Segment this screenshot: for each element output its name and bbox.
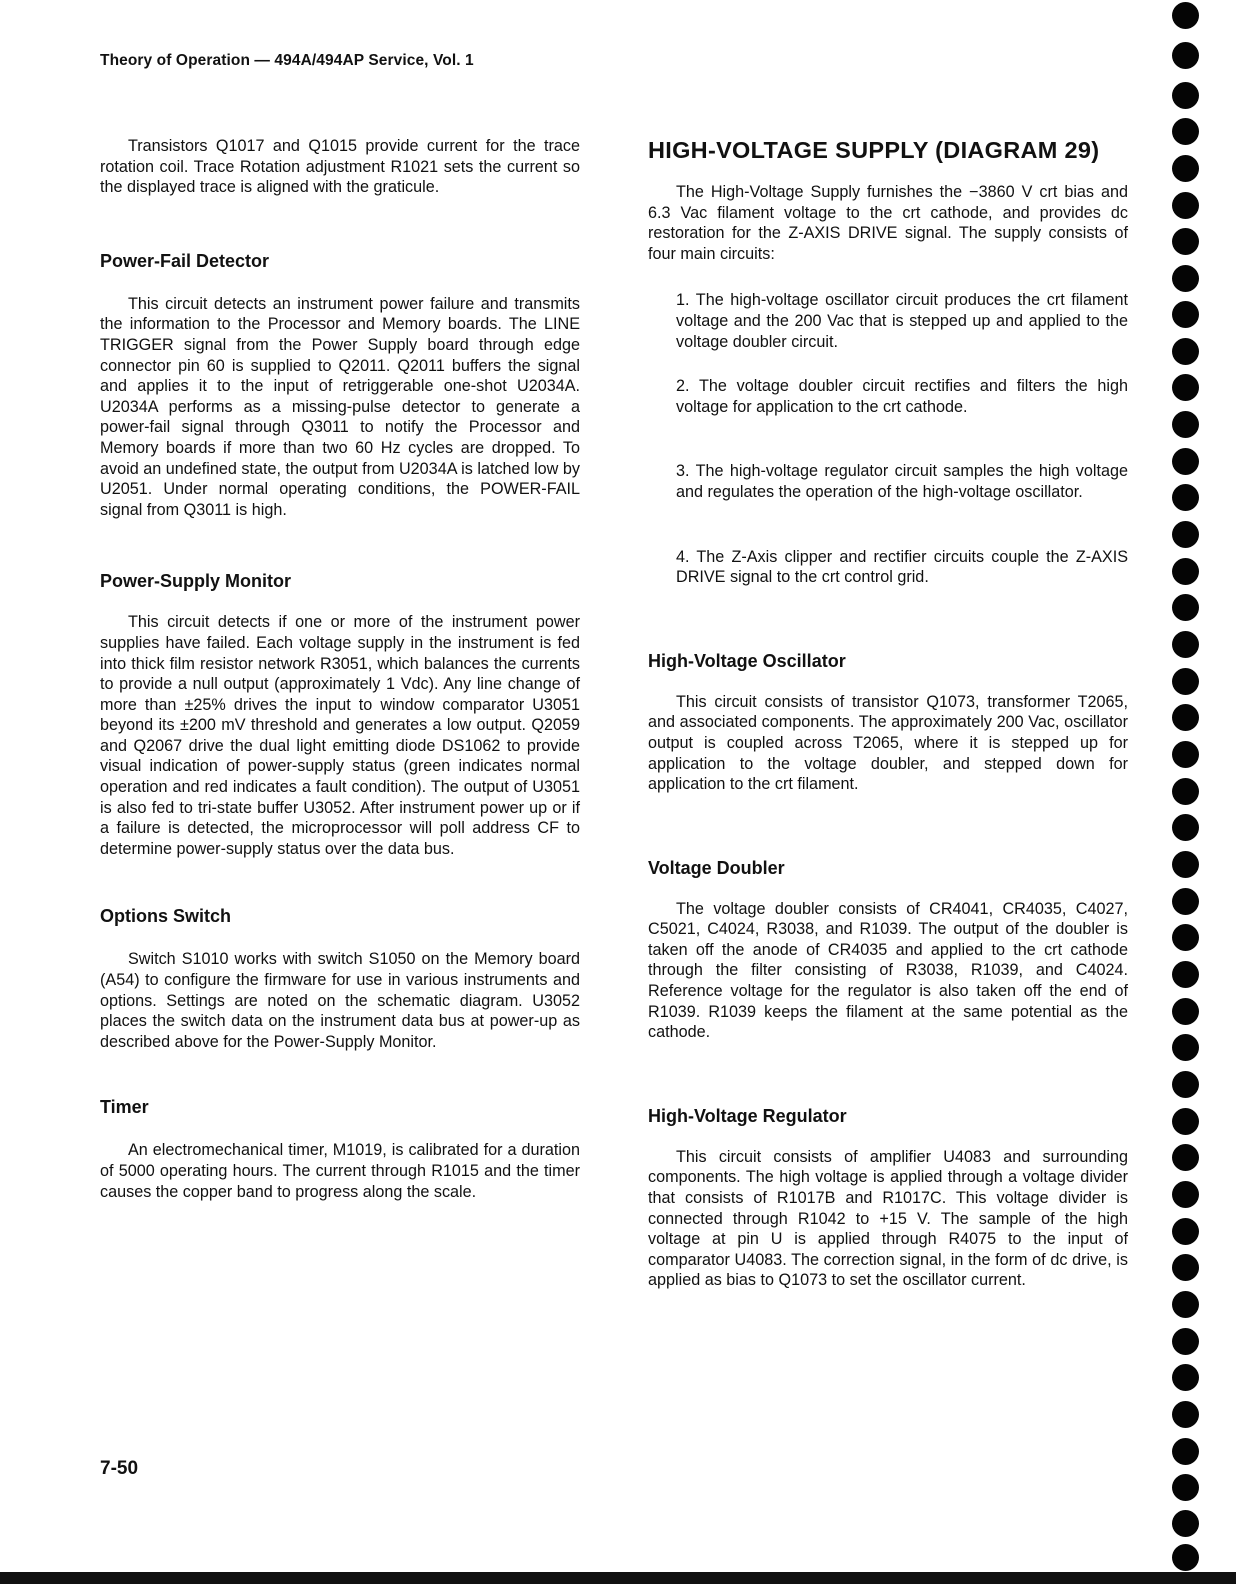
binder-hole (1172, 1181, 1199, 1208)
section-title: HIGH-VOLTAGE SUPPLY (DIAGRAM 29) (648, 137, 1100, 163)
options-switch-heading: Options Switch (100, 906, 232, 927)
binder-hole (1172, 484, 1199, 511)
binder-hole (1172, 338, 1199, 365)
hv-regulator-paragraph: This circuit consists of amplifier U4083 and surrounding components. The high voltage is applied through a voltage divider that consists of R1017B and R1017C. This voltage divider is connected through R1042 to +15 V. The sample of the high voltage at pin U is applied through R4075 to the input of comparator U4083. The correction signal, in the form of dc drive, is applied as bias to Q1073 to set the oscillator current. (648, 1147, 1128, 1290)
binder-hole (1172, 411, 1199, 438)
binder-hole (1172, 668, 1199, 695)
circuit-list-item-2: 2. The voltage doubler circuit rectifies and filters the high voltage for application to the crt cathode. (676, 377, 1128, 416)
binder-hole (1172, 1474, 1199, 1501)
power-supply-monitor-paragraph: This circuit detects if one or more of the instrument power supplies have failed. Each voltage supply in the instrument is fed into thick film resistor network R3051, which balances the currents to provide a null output (approximately 1 Vdc). Any line change of more than ±25% drives the input to window comparator U3051 beyond its ±200 mV threshold and generates a low output. Q2059 and Q2067 drive the dual light emitting diode DS1062 to provide visual indication of power-supply status (green indicates normal operation and red indicates a fault condition). The output of U3051 is also fed to tri-state buffer U3052. After instrument power up or if a failure is detected, the microprocessor will poll address CF to determine power-supply status over the data bus. (100, 613, 580, 858)
timer-heading: Timer (100, 1097, 149, 1118)
binder-hole (1172, 301, 1199, 328)
binder-hole (1172, 42, 1199, 69)
hv-oscillator-paragraph: This circuit consists of transistor Q1073, transformer T2065, and associated components. The approximately 200 Vac, oscillator output is coupled across T2065, where it is stepped up for application to the voltage doubler, and stepped down for application to the crt filament. (648, 692, 1128, 794)
binder-hole (1172, 1364, 1199, 1391)
right-column (648, 136, 1128, 1291)
binder-hole (1172, 1218, 1199, 1245)
binder-hole (1172, 2, 1199, 29)
binder-hole (1172, 521, 1199, 548)
binder-hole (1172, 1254, 1199, 1281)
binder-hole (1172, 448, 1199, 475)
power-supply-monitor-heading: Power-Supply Monitor (100, 571, 291, 592)
power-fail-heading: Power-Fail Detector (100, 250, 270, 271)
binder-hole (1172, 155, 1199, 182)
binder-hole (1172, 924, 1199, 951)
binder-hole (1172, 1291, 1199, 1318)
binder-hole (1172, 888, 1199, 915)
binder-hole (1172, 1071, 1199, 1098)
binder-hole (1172, 998, 1199, 1025)
power-fail-paragraph: This circuit detects an instrument power failure and transmits the information to the Processor and Memory boards. The LINE TRIGGER signal from the Power Supply board through edge connector pin 60 is supplied to Q2011. Q2011 buffers the signal and applies it to the input of retriggerable one-shot U2034A. U2034A performs as a missing-pulse detector to generate a power-fail signal through Q3011 to notify the Processor and Memory boards if more than two 60 Hz cycles are dropped. To avoid an undefined state, the output from U2034A is latched low by U2051. Under normal operating conditions, the POWER-FAIL signal from Q3011 is high. (100, 294, 580, 519)
left-column (100, 136, 580, 1202)
binder-holes (1172, 0, 1212, 1584)
hv-supply-intro-paragraph: The High-Voltage Supply furnishes the −3860 V crt bias and 6.3 Vac filament voltage to the crt cathode, and provides dc restoration for the Z-AXIS DRIVE signal. The supply consists of four main circuits: (648, 183, 1128, 263)
voltage-doubler-paragraph: The voltage doubler consists of CR4041, CR4035, C4027, C5021, C4024, R3038, and R1039. The output of the doubler is taken off the anode of CR4035 and applied to the crt cathode through the filter consisting of R3038, R1039, and C4024. Reference voltage for the regulator is also taken off the end of R1039. R1039 keeps the filament at the same potential as the cathode. (648, 899, 1128, 1042)
page-number: 7-50 (100, 1458, 139, 1479)
binder-hole (1172, 741, 1199, 768)
running-header: Theory of Operation — 494A/494AP Service, Vol. 1 (100, 52, 474, 69)
binder-hole (1172, 851, 1199, 878)
voltage-doubler-heading: Voltage Doubler (648, 857, 785, 878)
trace-rotation-paragraph: Transistors Q1017 and Q1015 provide current for the trace rotation coil. Trace Rotation adjustment R1021 sets the current so the displayed trace is aligned with the graticule. (100, 137, 580, 197)
binder-hole (1172, 1108, 1199, 1135)
binder-hole (1172, 1544, 1199, 1571)
options-switch-paragraph: Switch S1010 works with switch S1050 on the Memory board (A54) to configure the firmware for use in various instruments and options. Settings are noted on the schematic diagram. U3052 places the switch data on the instrument data bus at power-up as described above for the Power-Supply Monitor. (100, 950, 580, 1051)
binder-hole (1172, 558, 1199, 585)
hv-oscillator-heading: High-Voltage Oscillator (648, 650, 846, 671)
binder-hole (1172, 778, 1199, 805)
binder-hole (1172, 228, 1199, 255)
binder-hole (1172, 1401, 1199, 1428)
binder-hole (1172, 594, 1199, 621)
circuit-list-item-4: 4. The Z-Axis clipper and rectifier circuits couple the Z-AXIS DRIVE signal to the crt control grid. (676, 547, 1128, 587)
binder-hole (1172, 374, 1199, 401)
circuit-list-item-3: 3. The high-voltage regulator circuit samples the high voltage and regulates the operation of the high-voltage oscillator. (676, 462, 1128, 501)
binder-hole (1172, 82, 1199, 109)
binder-hole (1172, 1034, 1199, 1061)
binder-hole (1172, 1510, 1199, 1537)
binder-hole (1172, 814, 1199, 841)
binder-hole (1172, 704, 1199, 731)
binder-hole (1172, 192, 1199, 219)
binder-hole (1172, 118, 1199, 145)
binder-hole (1172, 1328, 1199, 1355)
binder-hole (1172, 631, 1199, 658)
timer-paragraph: An electromechanical timer, M1019, is calibrated for a duration of 5000 operating hours. The current through R1015 and the timer causes the copper band to progress along the scale. (100, 1141, 580, 1201)
circuit-list-item-1: 1. The high-voltage oscillator circuit produces the crt filament voltage and the 200 Vac that is stepped up and applied to the voltage doubler circuit. (676, 291, 1128, 351)
binder-hole (1172, 265, 1199, 292)
binder-hole (1172, 1438, 1199, 1465)
binder-hole (1172, 1144, 1199, 1171)
hv-regulator-heading: High-Voltage Regulator (648, 1105, 847, 1126)
binder-hole (1172, 961, 1199, 988)
scan-edge-bar (0, 1572, 1236, 1584)
